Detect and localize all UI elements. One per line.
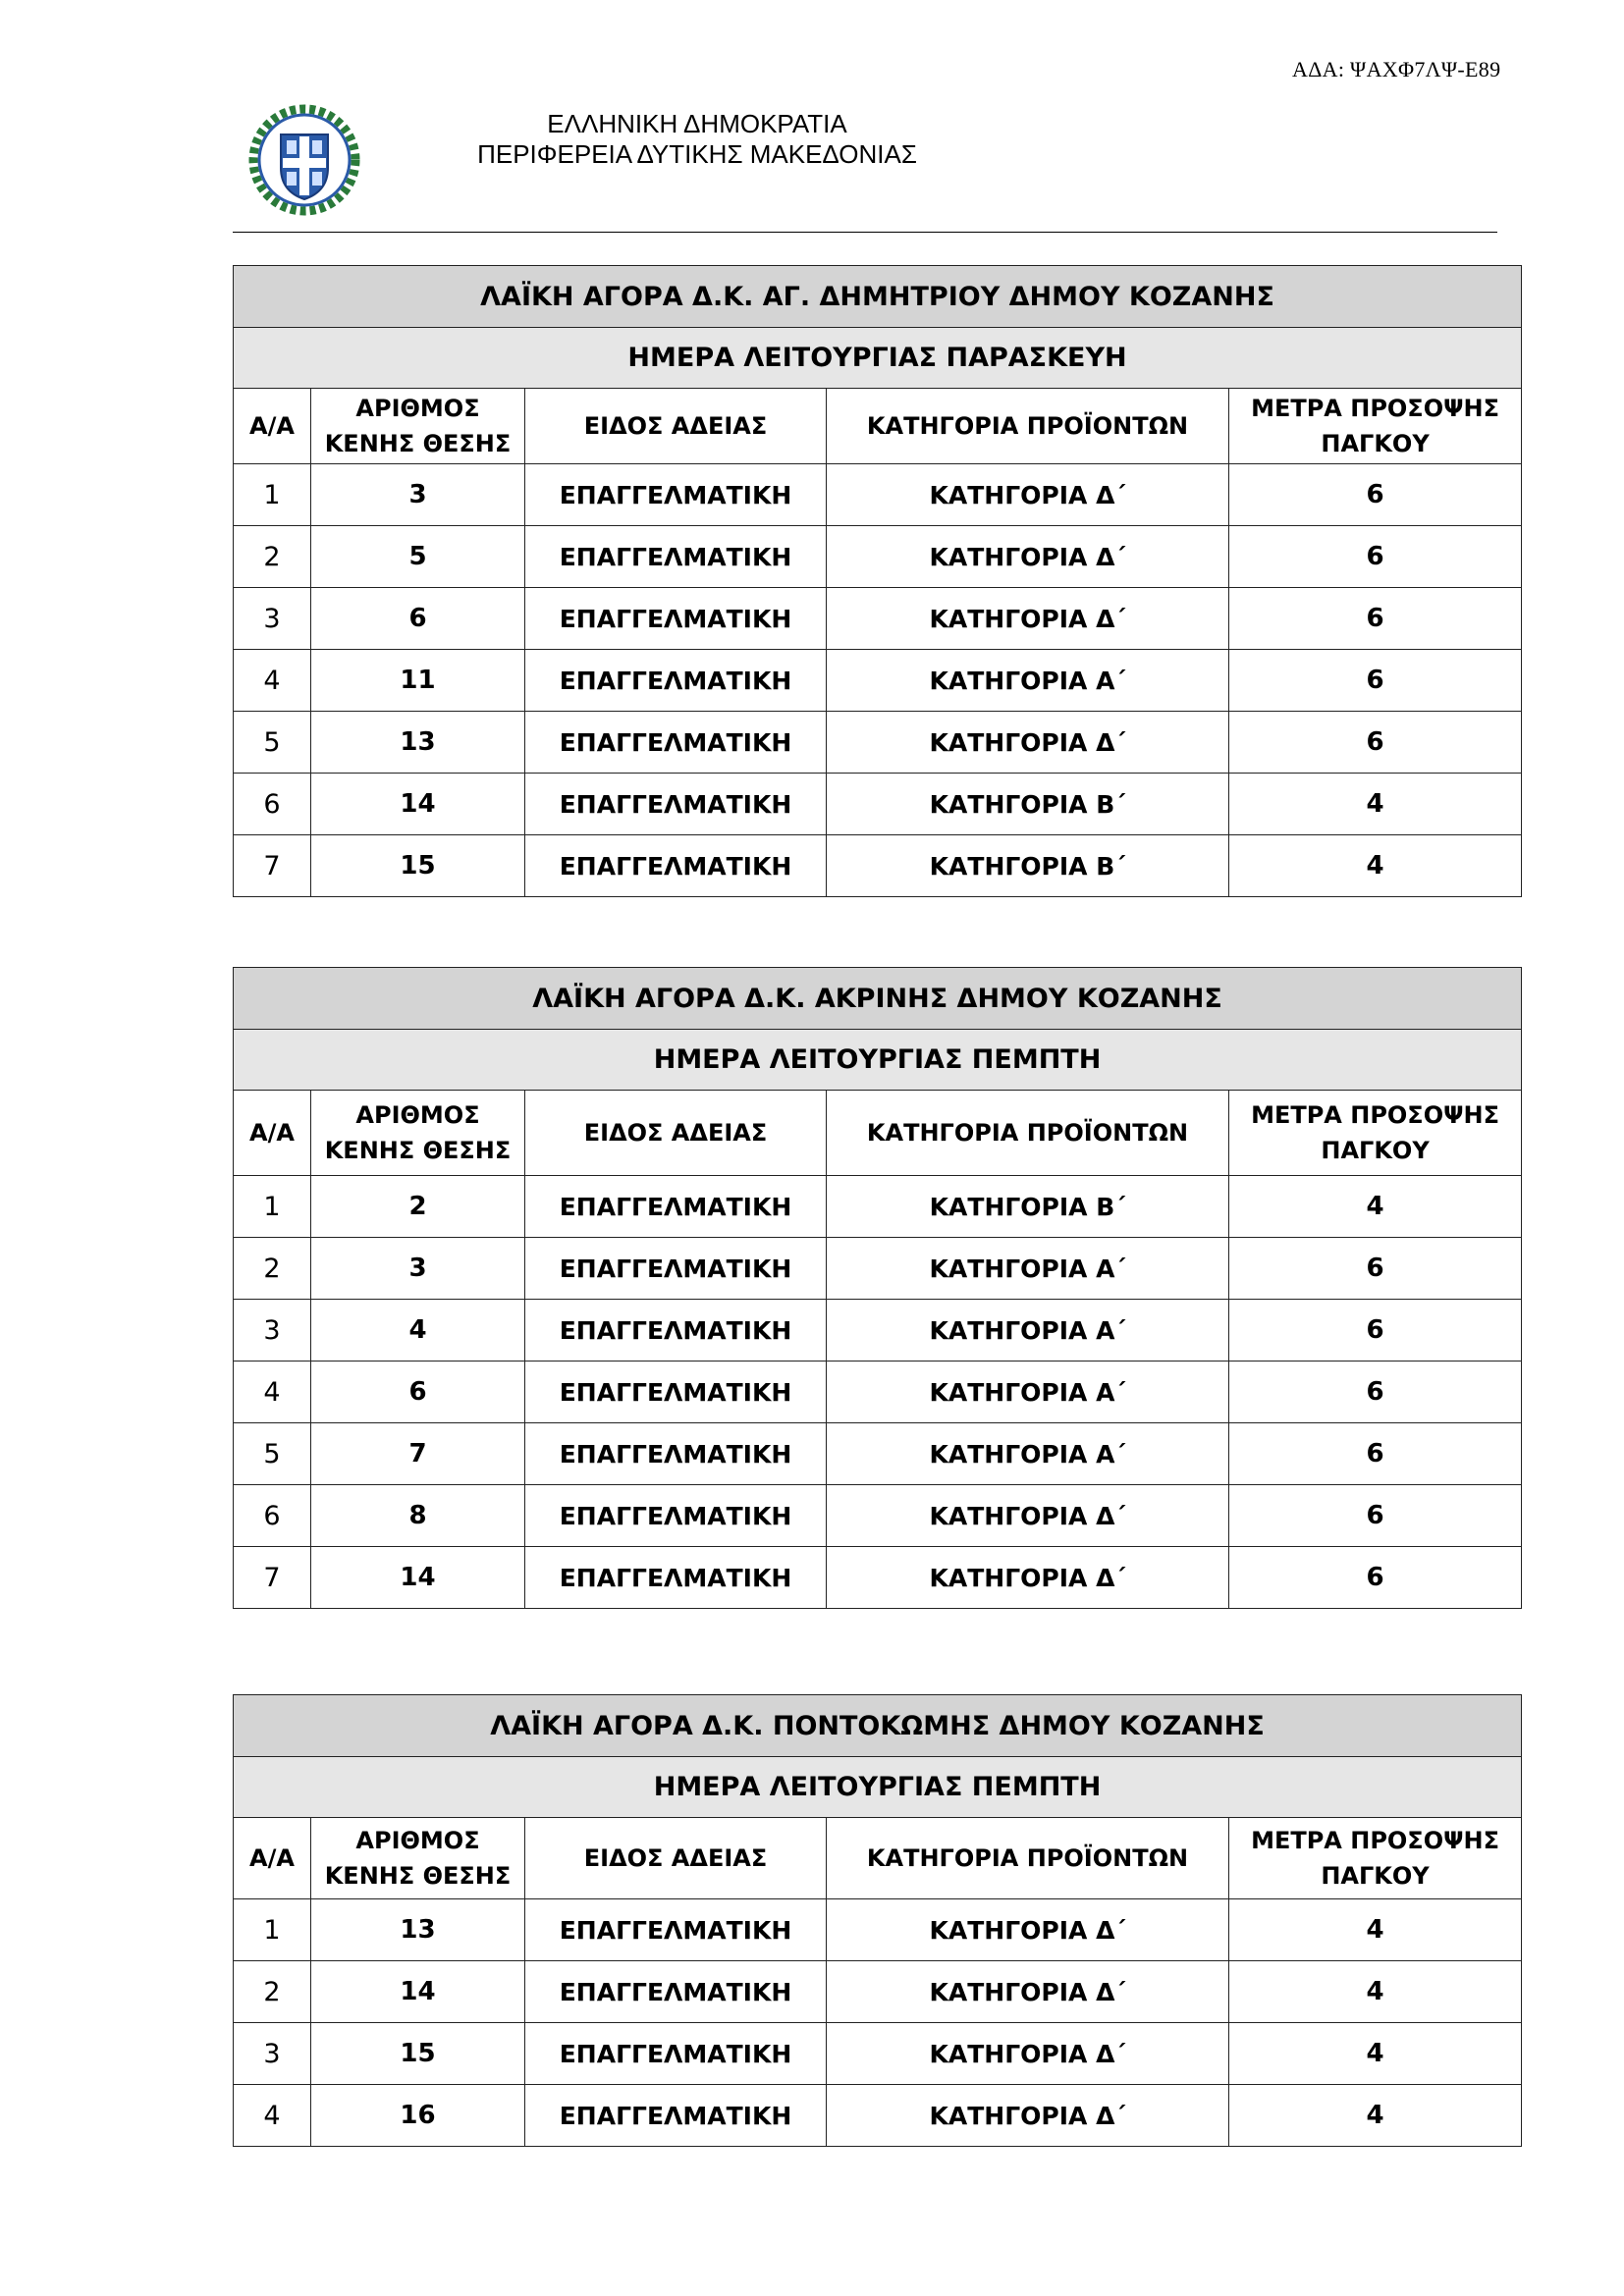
cell-license-type: ΕΠΑΓΓΕΛΜΑΤΙΚΗ [525, 526, 827, 588]
col-header-aa: Α/Α [234, 389, 311, 464]
cell-number: 13 [311, 1899, 525, 1961]
cell-meters: 6 [1229, 650, 1522, 712]
cell-meters: 4 [1229, 2023, 1522, 2085]
cell-number: 5 [311, 526, 525, 588]
cell-license-type: ΕΠΑΓΓΕΛΜΑΤΙΚΗ [525, 712, 827, 774]
cell-aa: 1 [234, 1176, 311, 1238]
col-header-meters-line1: ΜΕΤΡΑ ΠΡΟΣΟΨΗΣ [1251, 1101, 1499, 1129]
cell-meters: 4 [1229, 835, 1522, 897]
cell-aa: 2 [234, 1238, 311, 1300]
cell-category: ΚΑΤΗΓΟΡΙΑ Δ΄ [827, 526, 1229, 588]
col-header-number-line1: ΑΡΙΘΜΟΣ [355, 1827, 480, 1854]
country-name: ΕΛΛΗΝΙΚΗ ΔΗΜΟΚΡΑΤΙΑ [547, 109, 847, 138]
cell-license-type: ΕΠΑΓΓΕΛΜΑΤΙΚΗ [525, 588, 827, 650]
table-row [234, 588, 1522, 650]
cell-number: 11 [311, 650, 525, 712]
col-header-number [311, 1091, 525, 1176]
cell-category: ΚΑΤΗΓΟΡΙΑ Δ΄ [827, 1485, 1229, 1547]
col-header-meters-line1: ΜΕΤΡΑ ΠΡΟΣΟΨΗΣ [1251, 395, 1499, 422]
table-row [234, 464, 1522, 526]
col-header-number-line2: ΚΕΝΗΣ ΘΕΣΗΣ [324, 430, 512, 457]
cell-category: ΚΑΤΗΓΟΡΙΑ Δ΄ [827, 464, 1229, 526]
cell-meters: 4 [1229, 1176, 1522, 1238]
cell-number: 2 [311, 1176, 525, 1238]
cell-aa: 2 [234, 526, 311, 588]
cell-aa: 5 [234, 1423, 311, 1485]
col-header-license-type: ΕΙΔΟΣ ΑΔΕΙΑΣ [525, 389, 827, 464]
col-header-meters [1229, 389, 1522, 464]
cell-number: 8 [311, 1485, 525, 1547]
cell-license-type: ΕΠΑΓΓΕΛΜΑΤΙΚΗ [525, 650, 827, 712]
operating-day: ΗΜΕΡΑ ΛΕΙΤΟΥΡΓΙΑΣ ΠΕΜΠΤΗ [234, 1757, 1522, 1818]
col-header-number-line1: ΑΡΙΘΜΟΣ [355, 395, 480, 422]
cell-meters: 4 [1229, 774, 1522, 835]
table-row [234, 2085, 1522, 2147]
cell-meters: 4 [1229, 1899, 1522, 1961]
cell-number: 15 [311, 2023, 525, 2085]
cell-category: ΚΑΤΗΓΟΡΙΑ Β΄ [827, 835, 1229, 897]
cell-number: 14 [311, 1547, 525, 1609]
cell-category: ΚΑΤΗΓΟΡΙΑ Α΄ [827, 1362, 1229, 1423]
document-header [432, 109, 962, 170]
col-header-number-line1: ΑΡΙΘΜΟΣ [355, 1101, 480, 1129]
market-table-ag-dimitriou [233, 265, 1522, 897]
cell-category: ΚΑΤΗΓΟΡΙΑ Δ΄ [827, 2085, 1229, 2147]
cell-category: ΚΑΤΗΓΟΡΙΑ Α΄ [827, 650, 1229, 712]
region-name: ΠΕΡΙΦΕΡΕΙΑ ΔΥΤΙΚΗΣ ΜΑΚΕΔΟΝΙΑΣ [477, 139, 917, 169]
cell-license-type: ΕΠΑΓΓΕΛΜΑΤΙΚΗ [525, 464, 827, 526]
cell-category: ΚΑΤΗΓΟΡΙΑ Α΄ [827, 1423, 1229, 1485]
cell-aa: 3 [234, 1300, 311, 1362]
cell-aa: 3 [234, 2023, 311, 2085]
market-title: ΛΑΪΚΗ ΑΓΟΡΑ Δ.Κ. ΠΟΝΤΟΚΩΜΗΣ ΔΗΜΟΥ ΚΟΖΑΝΗΣ [234, 1695, 1522, 1757]
table-row [234, 650, 1522, 712]
cell-aa: 3 [234, 588, 311, 650]
cell-number: 15 [311, 835, 525, 897]
cell-number: 6 [311, 588, 525, 650]
table-row [234, 2023, 1522, 2085]
cell-aa: 2 [234, 1961, 311, 2023]
cell-meters: 4 [1229, 1961, 1522, 2023]
cell-category: ΚΑΤΗΓΟΡΙΑ Δ΄ [827, 588, 1229, 650]
cell-category: ΚΑΤΗΓΟΡΙΑ Δ΄ [827, 2023, 1229, 2085]
table-row [234, 1238, 1522, 1300]
table-row [234, 774, 1522, 835]
cell-number: 3 [311, 464, 525, 526]
operating-day: ΗΜΕΡΑ ΛΕΙΤΟΥΡΓΙΑΣ ΠΕΜΠΤΗ [234, 1030, 1522, 1091]
cell-number: 6 [311, 1362, 525, 1423]
cell-license-type: ΕΠΑΓΓΕΛΜΑΤΙΚΗ [525, 1176, 827, 1238]
table-row [234, 1362, 1522, 1423]
cell-category: ΚΑΤΗΓΟΡΙΑ Β΄ [827, 1176, 1229, 1238]
cell-meters: 6 [1229, 588, 1522, 650]
cell-category: ΚΑΤΗΓΟΡΙΑ Β΄ [827, 774, 1229, 835]
cell-number: 4 [311, 1300, 525, 1362]
cell-number: 7 [311, 1423, 525, 1485]
cell-meters: 6 [1229, 526, 1522, 588]
col-header-aa: Α/Α [234, 1091, 311, 1176]
cell-license-type: ΕΠΑΓΓΕΛΜΑΤΙΚΗ [525, 1423, 827, 1485]
market-title: ΛΑΪΚΗ ΑΓΟΡΑ Δ.Κ. ΑΓ. ΔΗΜΗΤΡΙΟΥ ΔΗΜΟΥ ΚΟΖΑΝΗΣ [234, 266, 1522, 328]
cell-license-type: ΕΠΑΓΓΕΛΜΑΤΙΚΗ [525, 2023, 827, 2085]
col-header-meters-line2: ΠΑΓΚΟΥ [1321, 1137, 1430, 1164]
col-header-meters [1229, 1091, 1522, 1176]
cell-aa: 5 [234, 712, 311, 774]
table-row [234, 1300, 1522, 1362]
cell-meters: 6 [1229, 1300, 1522, 1362]
cell-category: ΚΑΤΗΓΟΡΙΑ Α΄ [827, 1300, 1229, 1362]
cell-aa: 1 [234, 464, 311, 526]
cell-license-type: ΕΠΑΓΓΕΛΜΑΤΙΚΗ [525, 1485, 827, 1547]
table-row [234, 1547, 1522, 1609]
cell-number: 3 [311, 1238, 525, 1300]
cell-aa: 6 [234, 774, 311, 835]
table-row [234, 1176, 1522, 1238]
cell-category: ΚΑΤΗΓΟΡΙΑ Δ΄ [827, 1961, 1229, 2023]
col-header-meters-line2: ΠΑΓΚΟΥ [1321, 430, 1430, 457]
table-row [234, 1423, 1522, 1485]
cell-number: 16 [311, 2085, 525, 2147]
cell-aa: 7 [234, 1547, 311, 1609]
cell-license-type: ΕΠΑΓΓΕΛΜΑΤΙΚΗ [525, 1961, 827, 2023]
hellenic-republic-emblem-icon [247, 103, 361, 217]
cell-meters: 6 [1229, 712, 1522, 774]
col-header-license-type: ΕΙΔΟΣ ΑΔΕΙΑΣ [525, 1818, 827, 1899]
cell-license-type: ΕΠΑΓΓΕΛΜΑΤΙΚΗ [525, 774, 827, 835]
col-header-license-type: ΕΙΔΟΣ ΑΔΕΙΑΣ [525, 1091, 827, 1176]
col-header-category: ΚΑΤΗΓΟΡΙΑ ΠΡΟΪΟΝΤΩΝ [827, 1818, 1229, 1899]
cell-meters: 4 [1229, 2085, 1522, 2147]
table-row [234, 1961, 1522, 2023]
col-header-category: ΚΑΤΗΓΟΡΙΑ ΠΡΟΪΟΝΤΩΝ [827, 389, 1229, 464]
cell-aa: 4 [234, 650, 311, 712]
cell-number: 14 [311, 1961, 525, 2023]
table-row [234, 526, 1522, 588]
market-table-akrinis [233, 967, 1522, 1609]
col-header-meters-line1: ΜΕΤΡΑ ΠΡΟΣΟΨΗΣ [1251, 1827, 1499, 1854]
col-header-meters-line2: ΠΑΓΚΟΥ [1321, 1862, 1430, 1890]
cell-number: 14 [311, 774, 525, 835]
table-row [234, 1899, 1522, 1961]
cell-license-type: ΕΠΑΓΓΕΛΜΑΤΙΚΗ [525, 1238, 827, 1300]
col-header-aa: Α/Α [234, 1818, 311, 1899]
cell-category: ΚΑΤΗΓΟΡΙΑ Δ΄ [827, 712, 1229, 774]
header-divider [233, 232, 1497, 233]
col-header-meters [1229, 1818, 1522, 1899]
cell-meters: 6 [1229, 1238, 1522, 1300]
cell-license-type: ΕΠΑΓΓΕΛΜΑΤΙΚΗ [525, 1547, 827, 1609]
cell-category: ΚΑΤΗΓΟΡΙΑ Δ΄ [827, 1547, 1229, 1609]
cell-license-type: ΕΠΑΓΓΕΛΜΑΤΙΚΗ [525, 1300, 827, 1362]
cell-license-type: ΕΠΑΓΓΕΛΜΑΤΙΚΗ [525, 2085, 827, 2147]
cell-meters: 6 [1229, 464, 1522, 526]
market-table-pontokomis [233, 1694, 1522, 2147]
cell-meters: 6 [1229, 1547, 1522, 1609]
cell-meters: 6 [1229, 1362, 1522, 1423]
cell-aa: 1 [234, 1899, 311, 1961]
col-header-number-line2: ΚΕΝΗΣ ΘΕΣΗΣ [324, 1862, 512, 1890]
cell-aa: 4 [234, 1362, 311, 1423]
col-header-number-line2: ΚΕΝΗΣ ΘΕΣΗΣ [324, 1137, 512, 1164]
operating-day: ΗΜΕΡΑ ΛΕΙΤΟΥΡΓΙΑΣ ΠΑΡΑΣΚΕΥΗ [234, 328, 1522, 389]
table-row [234, 835, 1522, 897]
table-row [234, 712, 1522, 774]
col-header-number [311, 1818, 525, 1899]
cell-meters: 6 [1229, 1423, 1522, 1485]
table-row [234, 1485, 1522, 1547]
cell-license-type: ΕΠΑΓΓΕΛΜΑΤΙΚΗ [525, 835, 827, 897]
cell-category: ΚΑΤΗΓΟΡΙΑ Δ΄ [827, 1899, 1229, 1961]
ada-code: ΑΔΑ: ΨΑΧΦ7ΛΨ-Ε89 [1292, 57, 1501, 81]
cell-license-type: ΕΠΑΓΓΕΛΜΑΤΙΚΗ [525, 1362, 827, 1423]
cell-license-type: ΕΠΑΓΓΕΛΜΑΤΙΚΗ [525, 1899, 827, 1961]
cell-aa: 6 [234, 1485, 311, 1547]
cell-number: 13 [311, 712, 525, 774]
col-header-number [311, 389, 525, 464]
col-header-category: ΚΑΤΗΓΟΡΙΑ ΠΡΟΪΟΝΤΩΝ [827, 1091, 1229, 1176]
cell-category: ΚΑΤΗΓΟΡΙΑ Α΄ [827, 1238, 1229, 1300]
market-title: ΛΑΪΚΗ ΑΓΟΡΑ Δ.Κ. ΑΚΡΙΝΗΣ ΔΗΜΟΥ ΚΟΖΑΝΗΣ [234, 968, 1522, 1030]
cell-aa: 7 [234, 835, 311, 897]
cell-aa: 4 [234, 2085, 311, 2147]
cell-meters: 6 [1229, 1485, 1522, 1547]
